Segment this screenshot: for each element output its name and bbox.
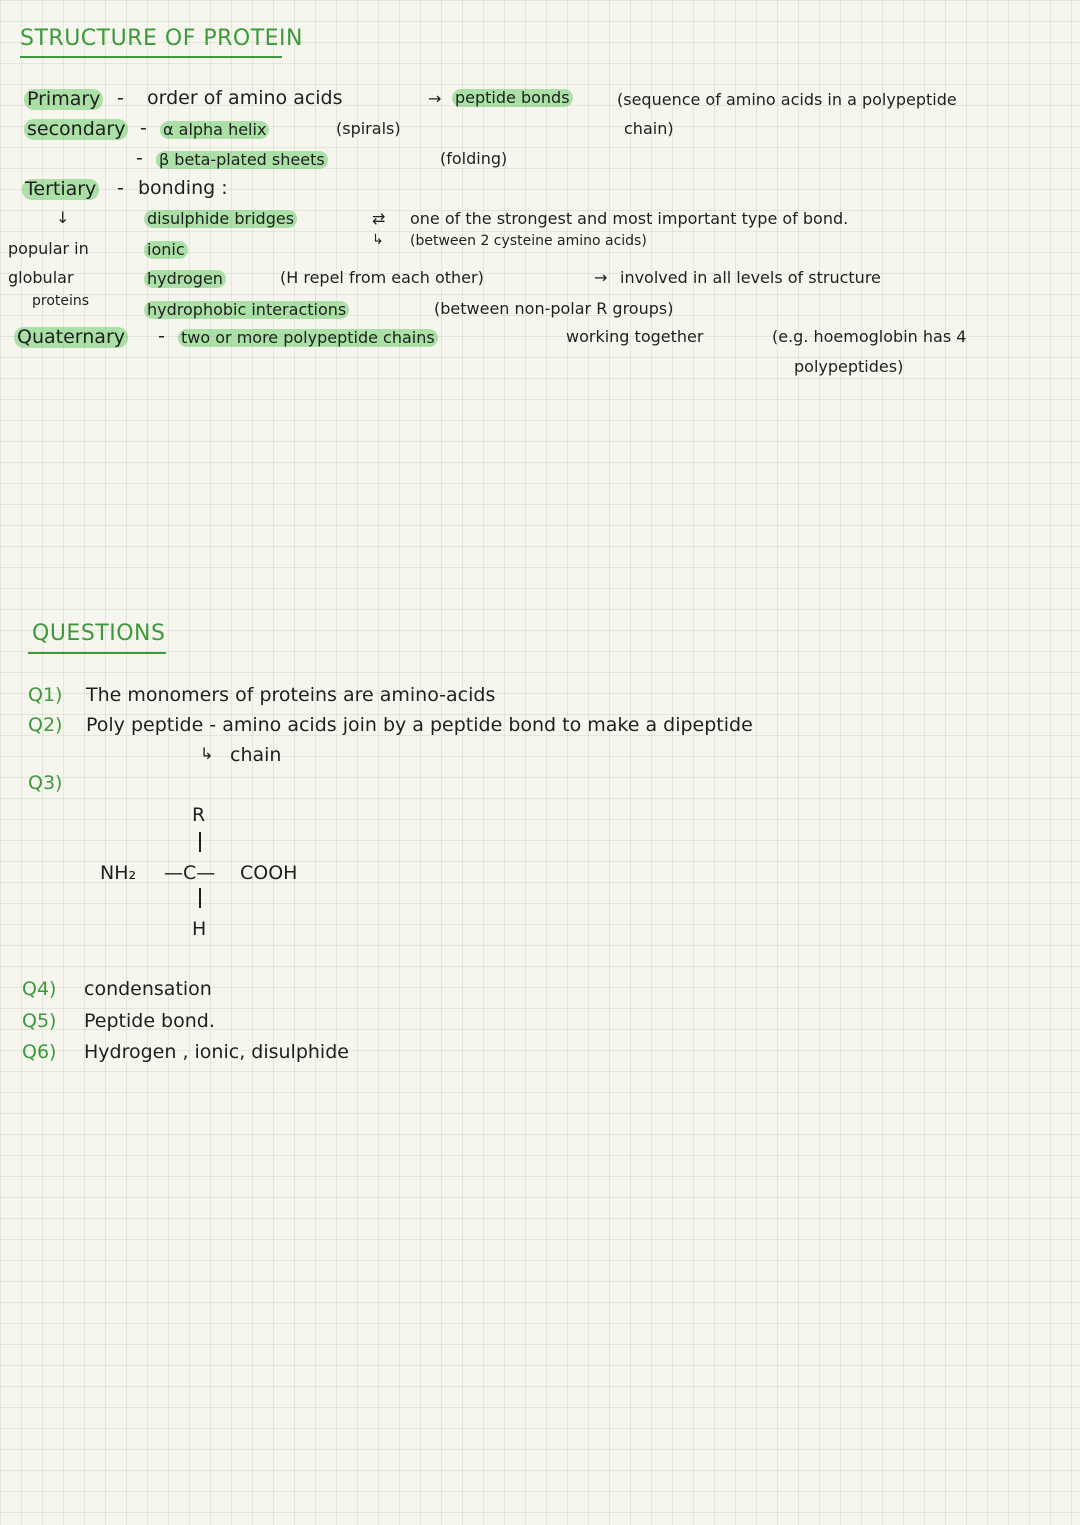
secondary-item2-dash: - xyxy=(136,147,143,169)
q3-number: Q3) xyxy=(28,772,63,794)
primary-label: Primary xyxy=(24,89,103,110)
disulphide-note: one of the strongest and most important type of bond. xyxy=(410,209,849,228)
quaternary-note-1: working together xyxy=(566,327,704,346)
primary-bond: peptide bonds xyxy=(452,89,573,107)
q2-sub-answer: chain xyxy=(230,744,282,766)
quaternary-note-2: (e.g. hoemoglobin has 4 xyxy=(772,327,967,346)
bond-disulphide: disulphide bridges xyxy=(144,210,297,228)
hydrogen-arrow: → xyxy=(594,268,608,287)
sub-arrow-icon: ↳ xyxy=(372,232,384,248)
primary-text: order of amino acids xyxy=(147,87,343,109)
hydrophobic-note: (between non-polar R groups) xyxy=(434,299,674,318)
amino-acid-nh2: NH₂ xyxy=(100,862,137,884)
tertiary-text: bonding : xyxy=(138,177,228,199)
amino-acid-cooh: COOH xyxy=(240,862,298,884)
down-arrow-icon: ↓ xyxy=(56,208,70,227)
quaternary-label: Quaternary xyxy=(14,327,128,348)
amino-acid-r-group: R xyxy=(192,804,206,826)
q5-number: Q5) xyxy=(22,1010,57,1032)
secondary-item-alpha-note: (spirals) xyxy=(336,119,401,138)
secondary-item-beta-note: (folding) xyxy=(440,149,508,168)
quaternary-dash: - xyxy=(158,325,165,347)
q2-answer: Poly peptide - amino acids join by a peptide bond to make a dipeptide xyxy=(86,714,753,736)
secondary-dash: - xyxy=(140,117,147,139)
tertiary-side-note-1: popular in xyxy=(8,239,89,258)
q1-answer: The monomers of proteins are amino-acids xyxy=(86,684,496,706)
quaternary-note-3: polypeptides) xyxy=(794,357,904,376)
primary-arrow: → xyxy=(428,89,442,108)
hydrogen-note: (H repel from each other) xyxy=(280,268,484,287)
bond-hydrophobic: hydrophobic interactions xyxy=(144,301,349,319)
bond-hydrogen: hydrogen xyxy=(144,270,226,288)
q6-number: Q6) xyxy=(22,1041,57,1063)
bond-ionic: ionic xyxy=(144,241,188,259)
primary-dash: - xyxy=(117,87,124,109)
amino-acid-hydrogen: H xyxy=(192,918,207,940)
q2-sub-arrow-icon: ↳ xyxy=(200,744,214,763)
title-underline xyxy=(20,56,282,58)
hydrogen-note-2: involved in all levels of structure xyxy=(620,268,881,287)
secondary-item-alpha: α alpha helix xyxy=(160,121,269,139)
q5-answer: Peptide bond. xyxy=(84,1010,215,1032)
questions-heading: QUESTIONS xyxy=(32,621,166,646)
q2-number: Q2) xyxy=(28,714,63,736)
disulphide-note-2: (between 2 cysteine amino acids) xyxy=(410,233,647,249)
primary-note-line2: chain) xyxy=(624,119,674,138)
questions-underline xyxy=(28,652,166,654)
q4-answer: condensation xyxy=(84,978,212,1000)
q6-answer: Hydrogen , ionic, disulphide xyxy=(84,1041,349,1063)
tertiary-side-note-3: proteins xyxy=(32,293,90,309)
tertiary-label: Tertiary xyxy=(22,179,99,200)
q1-number: Q1) xyxy=(28,684,63,706)
q4-number: Q4) xyxy=(22,978,57,1000)
primary-note-line1: (sequence of amino acids in a polypeptide xyxy=(617,90,957,109)
quaternary-text: two or more polypeptide chains xyxy=(178,329,438,347)
secondary-label: secondary xyxy=(24,119,128,140)
tertiary-dash: - xyxy=(117,177,124,199)
amino-acid-central-carbon: —C— xyxy=(164,862,216,884)
bond-line-top xyxy=(199,832,201,852)
tertiary-side-note-2: globular xyxy=(8,268,74,287)
secondary-item-beta: β beta-plated sheets xyxy=(156,151,328,169)
page-title: STRUCTURE OF PROTEIN xyxy=(20,26,303,51)
exchange-arrow-icon: ⇄ xyxy=(372,209,386,228)
bond-line-bottom xyxy=(199,888,201,908)
